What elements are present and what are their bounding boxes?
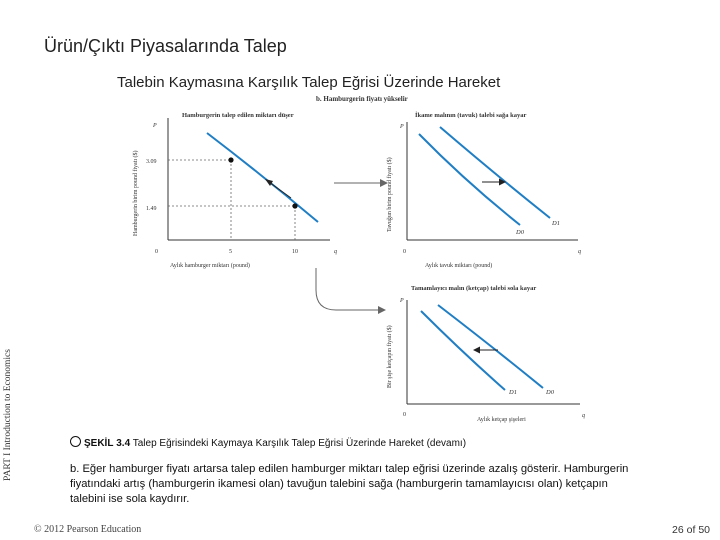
hamburger-panel-title: Hamburgerin talep edilen miktarı düşer	[182, 112, 294, 119]
slide-title: Ürün/Çıktı Piyasalarında Talep	[44, 36, 287, 56]
figure-caption	[70, 436, 466, 449]
hamburger-x-tick-10: 10	[292, 249, 298, 255]
hamburger-demand-curve	[207, 133, 318, 222]
hamburger-p-label: P	[153, 123, 157, 129]
hamburger-y-axis-label: Hamburgerin birim pound fiyatı ($)	[133, 150, 139, 236]
panel-chicken	[386, 112, 581, 269]
ketchup-p-label: P	[400, 298, 404, 304]
chicken-x-axis-label: Aylık tavuk miktarı (pound)	[425, 263, 493, 269]
caption-number: 3.4	[116, 438, 131, 449]
connector-to-ketchup	[316, 268, 380, 310]
connector-to-ketchup-arrowhead	[378, 306, 386, 314]
caption-label: ŞEKİL	[84, 438, 114, 449]
hamburger-point-low-price	[292, 203, 297, 208]
chicken-p-label: P	[400, 124, 404, 130]
ketchup-curve-label-d0: D0	[546, 389, 554, 396]
shift-left-arrowhead	[473, 347, 480, 354]
hamburger-origin: 0	[155, 249, 158, 255]
panel-b-heading: b. Hamburgerin fiyatı yükselir	[316, 95, 408, 103]
ketchup-q-label: q	[582, 413, 585, 419]
slide-subtitle: Talebin Kaymasına Karşılık Talep Eğrisi Üzerinde Hareket	[117, 74, 501, 91]
hamburger-y-tick-3-09: 3.09	[146, 159, 157, 165]
ketchup-x-axis-label: Aylık ketçap şişeleri	[477, 417, 526, 423]
hamburger-point-high-price	[228, 157, 233, 162]
ketchup-origin: 0	[403, 412, 406, 418]
part-side-label-text: PART I Introduction to Economics	[3, 349, 13, 481]
ketchup-panel-title: Tamamlayıcı malın (ketçap) talebi sola kayar	[411, 285, 537, 292]
caption-text: Talep Eğrisindeki Kaymaya Karşılık Talep Eğrisi Üzerinde Hareket (devamı)	[132, 438, 467, 449]
ketchup-curve-label-d1: D1	[509, 389, 517, 396]
copyright: © 2012 Pearson Education	[34, 524, 142, 535]
chicken-panel-title: İkame malının (tavuk) talebi sağa kayar	[415, 112, 527, 119]
hamburger-x-tick-5: 5	[229, 249, 232, 255]
hamburger-q-label: q	[334, 249, 337, 255]
page-counter: 26 of 50	[672, 524, 710, 536]
ketchup-demand-curve-d0	[438, 305, 543, 388]
chicken-curve-label-d1: D1	[552, 220, 560, 227]
panel-hamburger	[132, 112, 337, 269]
chicken-q-label: q	[578, 249, 581, 255]
chicken-curve-label-d0: D0	[516, 229, 524, 236]
ketchup-y-axis-label: Bir şişe ketçapın fiyatı ($)	[387, 325, 393, 388]
chicken-demand-curve-d0	[419, 134, 520, 225]
body-text: b. Eğer hamburger fiyatı artarsa talep edilen hamburger miktarı talep eğrisi üzerinde azalış gösterir. Hamburgerin fiyatındaki artış (hamburgerin ikamesi olan) tavuğun talebini sağa (hamburgerin tamamlayıcısı olan) ketçapın talebini ise sola kaydırır.	[70, 463, 629, 505]
chicken-origin: 0	[403, 249, 406, 255]
panel-ketchup	[386, 285, 585, 423]
hamburger-x-axis-label: Aylık hamburger miktarı (pound)	[170, 263, 250, 269]
circled-number-icon	[70, 436, 81, 447]
movement-arrow	[269, 182, 291, 198]
chicken-y-axis-label: Tavuğun birim pound fiyatı ($)	[387, 157, 393, 232]
hamburger-y-tick-1-49: 1.49	[146, 206, 157, 212]
